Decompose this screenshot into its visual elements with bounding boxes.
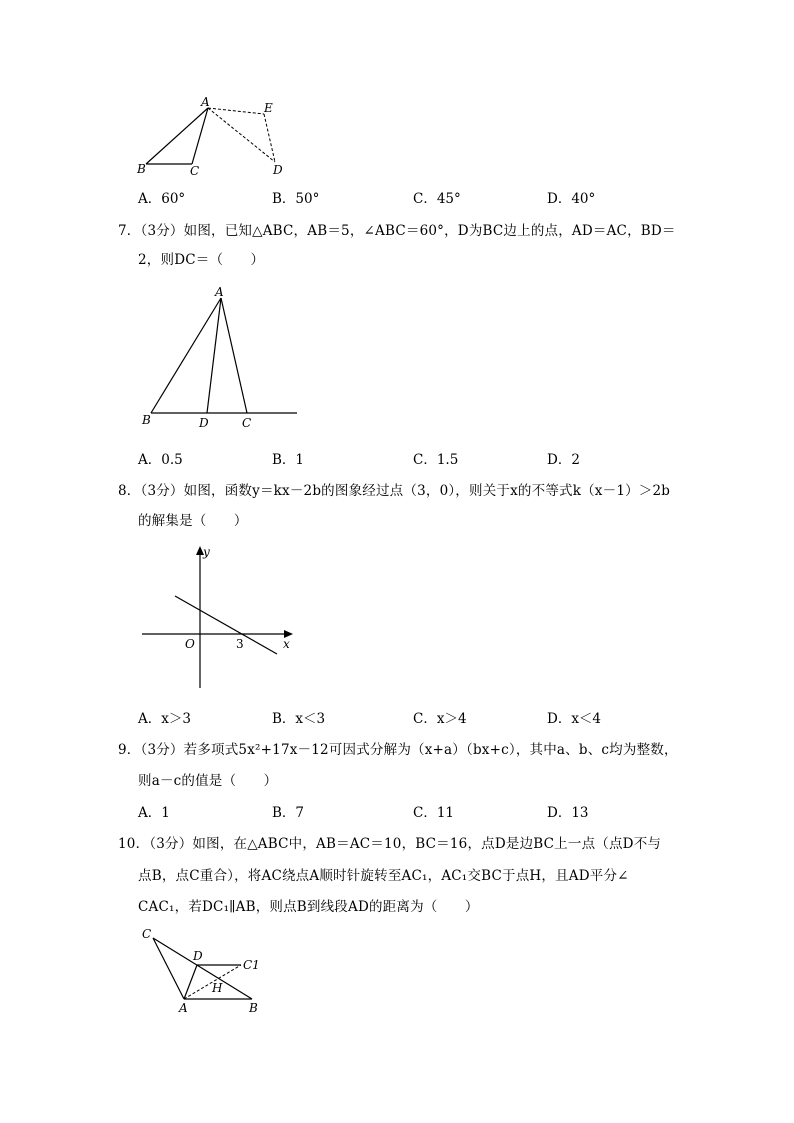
q10-text-line3: CAC₁，若DC₁∥AB，则点B到线段AD的距离为（ ） [138,899,479,915]
segment-ab [151,298,221,413]
label-h: H [212,981,223,995]
label-y: y [203,545,210,559]
q10-text-line2: 点B，点C重合），将AC绕点A顺时针旋转至AC₁，AC₁交BC于点H，且AD平分∠ [138,868,629,884]
q7-option-d: D．2 [547,452,580,468]
label-x: x [283,637,290,651]
figure-q7 [135,282,305,432]
q9-option-d: D．13 [547,805,589,821]
q7-text-line2: 2，则DC＝（ ） [138,252,265,268]
q6-option-a: A．60° [138,191,186,207]
segment-ae [208,108,264,114]
q9-option-b: B．7 [272,805,305,821]
q8-text-line1: 8．（3分）如图，函数y＝kx－2b的图象经过点（3，0），则关于x的不等式k（x－1）＞2b [118,483,671,499]
figure-q10 [135,922,275,1022]
label-a: A [179,1001,188,1015]
segment-ad [184,965,197,999]
label-b: B [142,413,151,427]
segment-ad [207,298,221,413]
segment-ab [146,108,208,164]
q8-option-d: D．x＜4 [547,711,602,727]
q8-text-line2: 的解集是（ ） [138,513,248,529]
label-d: D [273,163,283,177]
label-c: C [190,164,200,178]
label-d: D [193,949,203,963]
q9-option-a: A．1 [138,805,170,821]
label-c1: C1 [243,958,260,972]
q8-option-a: A．x＞3 [138,711,191,727]
q9-option-c: C．11 [413,805,455,821]
figure-q8 [135,540,300,690]
label-3: 3 [236,637,244,651]
label-e: E [264,101,273,115]
label-a: A [215,285,224,299]
q6-option-d: D．40° [547,191,596,207]
label-b: B [137,162,146,176]
q6-option-c: C．45° [413,191,461,207]
q10-text-line1: 10．（3分）如图，在△ABC中，AB＝AC＝10，BC＝16，点D是边BC上一点（点D不与 [118,836,662,852]
segment-ed [264,114,275,162]
q7-text-line1: 7．（3分）如图，已知△ABC，AB＝5，∠ABC＝60°，D为BC边上的点，AD＝AC，BD＝ [118,223,676,239]
figure-q6 [130,92,300,182]
label-b: B [249,1001,258,1015]
q8-option-c: C．x＞4 [413,711,467,727]
q7-option-b: B．1 [272,452,305,468]
label-origin: O [185,637,195,651]
q8-option-b: B．x＜3 [272,711,326,727]
label-c: C [242,416,252,430]
segment-ac [221,298,247,413]
q7-option-c: C．1.5 [413,452,459,468]
label-c: C [142,927,152,941]
q6-option-b: B．50° [272,191,320,207]
label-d: D [199,416,209,430]
q7-option-a: A．0.5 [138,452,183,468]
segment-ac [192,108,208,164]
label-a: A [201,95,210,109]
q9-text-line2: 则a－c的值是（ ） [138,773,278,789]
q9-text-line1: 9．（3分）若多项式5x²+17x－12可因式分解为（x+a）（bx+c），其中a、b、c均为整数， [118,742,678,758]
